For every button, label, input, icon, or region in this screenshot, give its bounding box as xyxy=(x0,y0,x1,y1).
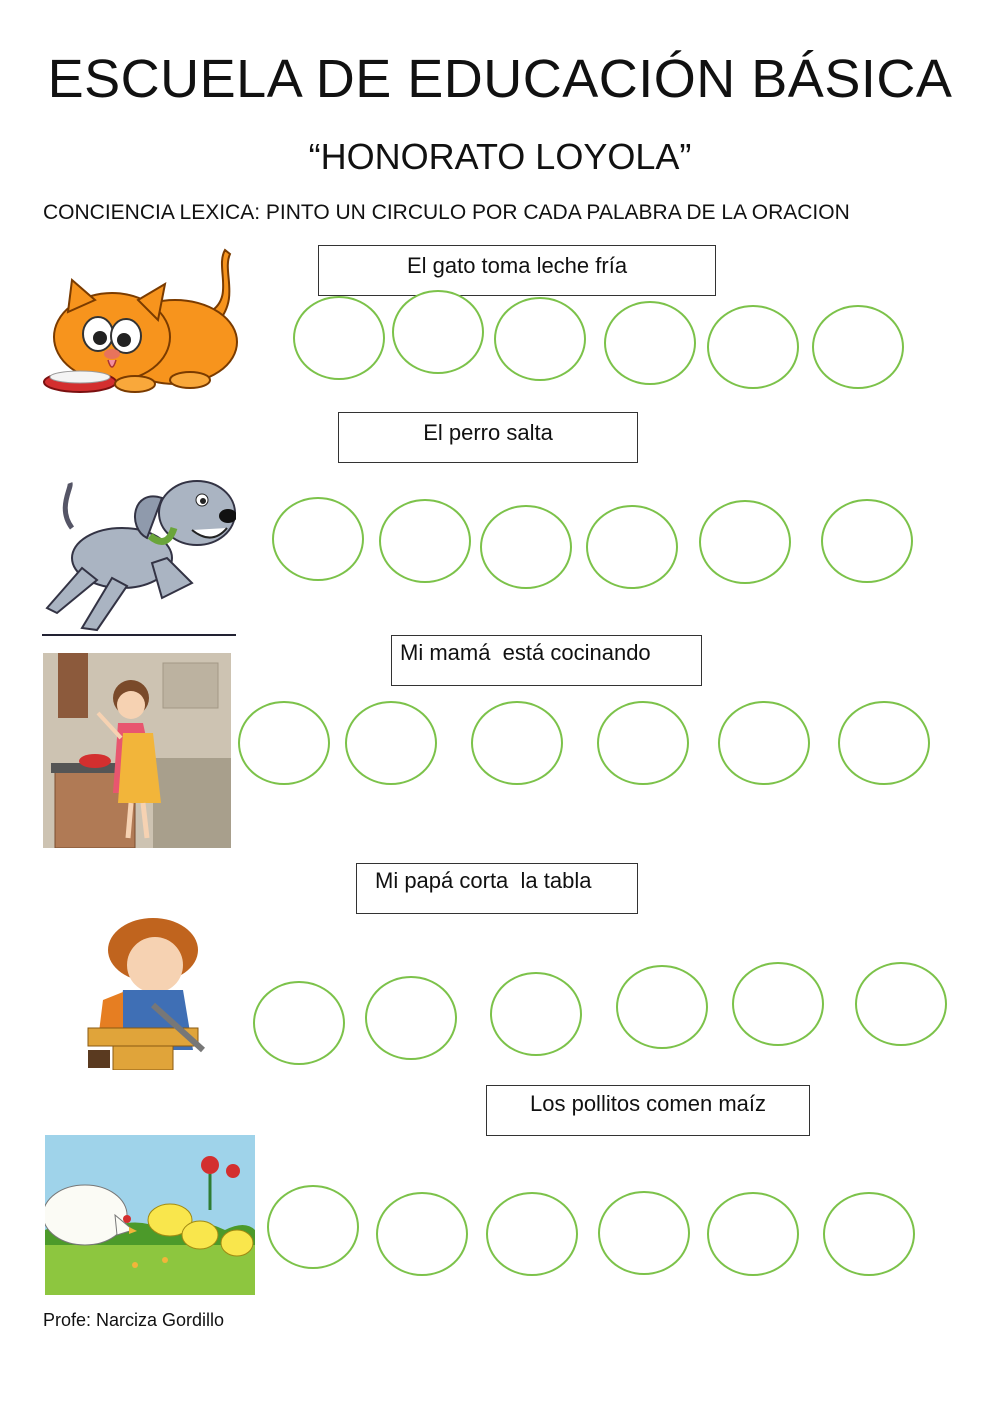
word-circle[interactable] xyxy=(376,1192,468,1276)
word-circle[interactable] xyxy=(379,499,471,583)
word-circle[interactable] xyxy=(838,701,930,785)
word-circle[interactable] xyxy=(855,962,947,1046)
sentence-box-5: Los pollitos comen maíz xyxy=(486,1085,810,1136)
boy-sawing-wood-image xyxy=(43,910,253,1070)
school-title: ESCUELA DE EDUCACIÓN BÁSICA xyxy=(47,49,953,109)
word-circle[interactable] xyxy=(471,701,563,785)
instruction-text: CONCIENCIA LEXICA: PINTO UN CIRCULO POR CADA PALABRA DE LA ORACION xyxy=(43,201,850,224)
word-circle[interactable] xyxy=(480,505,572,589)
word-circle[interactable] xyxy=(586,505,678,589)
word-circle[interactable] xyxy=(597,701,689,785)
word-circle[interactable] xyxy=(707,1192,799,1276)
chickens-eating-image xyxy=(45,1135,255,1295)
word-circle[interactable] xyxy=(598,1191,690,1275)
word-circle[interactable] xyxy=(267,1185,359,1269)
word-circle[interactable] xyxy=(732,962,824,1046)
word-circle[interactable] xyxy=(293,296,385,380)
word-circle[interactable] xyxy=(699,500,791,584)
mother-cooking-image xyxy=(43,653,231,848)
sentence-box-1: El gato toma leche fría xyxy=(318,245,716,296)
word-circle[interactable] xyxy=(272,497,364,581)
word-circle[interactable] xyxy=(365,976,457,1060)
word-circle[interactable] xyxy=(345,701,437,785)
word-circle[interactable] xyxy=(823,1192,915,1276)
sentence-box-3: Mi mamá está cocinando xyxy=(391,635,702,686)
word-circle[interactable] xyxy=(604,301,696,385)
school-name: “HONORATO LOYOLA” xyxy=(308,136,692,177)
sentence-box-2: El perro salta xyxy=(338,412,638,463)
dog-jumping-image xyxy=(42,458,236,638)
word-circle[interactable] xyxy=(718,701,810,785)
word-circle[interactable] xyxy=(490,972,582,1056)
word-circle[interactable] xyxy=(821,499,913,583)
word-circle[interactable] xyxy=(616,965,708,1049)
word-circle[interactable] xyxy=(253,981,345,1065)
word-circle[interactable] xyxy=(812,305,904,389)
word-circle[interactable] xyxy=(238,701,330,785)
teacher-name: Profe: Narciza Gordillo xyxy=(43,1310,225,1330)
word-circle[interactable] xyxy=(392,290,484,374)
sentence-box-4: Mi papá corta la tabla xyxy=(356,863,638,914)
word-circle[interactable] xyxy=(494,297,586,381)
word-circle[interactable] xyxy=(707,305,799,389)
word-circle[interactable] xyxy=(486,1192,578,1276)
cat-drinking-milk-image xyxy=(40,242,240,397)
